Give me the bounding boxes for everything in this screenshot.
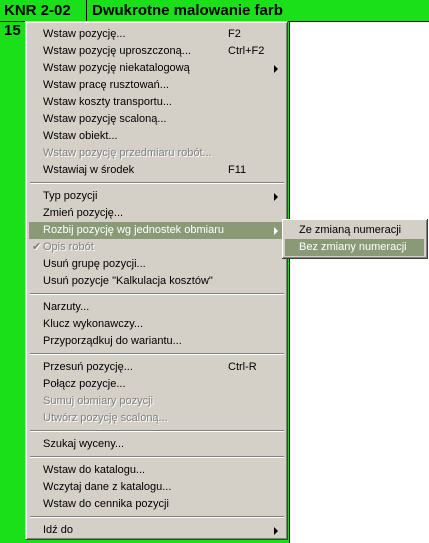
menu-item-move-position[interactable]: Przesuń pozycję... Ctrl-R: [43, 361, 257, 373]
menu-separator: [30, 516, 284, 518]
menu-item-executive-key[interactable]: Klucz wykonawczy...: [43, 318, 144, 330]
menu-item-load-from-catalog[interactable]: Wczytaj dane z katalogu...: [43, 481, 172, 493]
position-code: KNR 2-02: [4, 2, 71, 19]
header-divider: [86, 0, 87, 22]
table-right-border: [289, 22, 290, 543]
menu-item-change-position[interactable]: Zmień pozycję...: [43, 207, 124, 219]
menu-separator: [30, 182, 284, 184]
submenu-arrow-icon: [274, 193, 278, 201]
menu-item-insert-merged-position[interactable]: Wstaw pozycję scaloną...: [43, 113, 167, 125]
context-menu: [25, 21, 288, 540]
position-title: Dwukrotne malowanie farb: [92, 2, 283, 19]
menu-item-merge-positions[interactable]: Połącz pozycje...: [43, 378, 126, 390]
menu-separator: [30, 430, 284, 432]
menu-item-insert-simplified-position[interactable]: Wstaw pozycję uproszczoną... Ctrl+F2: [43, 45, 265, 57]
menu-item-overheads[interactable]: Narzuty...: [43, 301, 90, 313]
split-submenu: [282, 219, 428, 259]
submenu-arrow-icon: [274, 65, 278, 73]
submenu-item-without-renumbering[interactable]: Bez zmiany numeracji: [285, 239, 424, 256]
menu-item-work-description: ✔ Opis robót: [29, 239, 285, 256]
menu-item-insert-to-price-list[interactable]: Wstaw do cennika pozycji: [43, 498, 169, 510]
menu-item-create-merged-position: Utwórz pozycję scaloną...: [43, 412, 168, 424]
menu-separator: [30, 456, 284, 458]
checkmark-icon: ✔: [32, 241, 42, 253]
row-number: 15: [4, 22, 21, 39]
menu-item-position-type[interactable]: Typ pozycji: [29, 188, 285, 205]
menu-item-insert-noncatalog-position[interactable]: Wstaw pozycję niekatalogową: [29, 60, 285, 77]
menu-item-insert-to-catalog[interactable]: Wstaw do katalogu...: [43, 464, 146, 476]
menu-item-delete-position-group[interactable]: Usuń grupę pozycji...: [43, 258, 146, 270]
menu-item-sum-measurements: Sumuj obmiary pozycji: [43, 395, 154, 407]
menu-item-split-position[interactable]: Rozbij pozycję wg jednostek obmiaru: [29, 222, 285, 239]
menu-item-insert-object[interactable]: Wstaw obiekt...: [43, 130, 118, 142]
menu-item-go-to[interactable]: Idź do: [29, 522, 285, 539]
menu-item-search-pricing[interactable]: Szukaj wyceny...: [43, 438, 125, 450]
menu-item-insert-bill-of-quantities: Wstaw pozycję przedmiaru robót...: [43, 147, 212, 159]
submenu-arrow-icon: [274, 527, 278, 535]
menu-item-insert-transport-costs[interactable]: Wstaw koszty transportu...: [43, 96, 172, 108]
menu-item-insert-position[interactable]: Wstaw pozycję... F2: [43, 28, 241, 40]
menu-item-insert-scaffolding[interactable]: Wstaw pracę rusztowań...: [43, 79, 169, 91]
submenu-arrow-icon: [274, 227, 278, 235]
menu-item-insert-in-middle[interactable]: Wstawiaj w środek F11: [43, 164, 247, 176]
menu-separator: [30, 353, 284, 355]
menu-separator: [30, 293, 284, 295]
menu-item-delete-cost-calculation[interactable]: Usuń pozycje "Kalkulacja kosztów": [43, 275, 213, 287]
submenu-item-with-renumbering[interactable]: Ze zmianą numeracji: [299, 224, 402, 236]
menu-item-assign-variant[interactable]: Przyporządkuj do wariantu...: [43, 335, 182, 347]
